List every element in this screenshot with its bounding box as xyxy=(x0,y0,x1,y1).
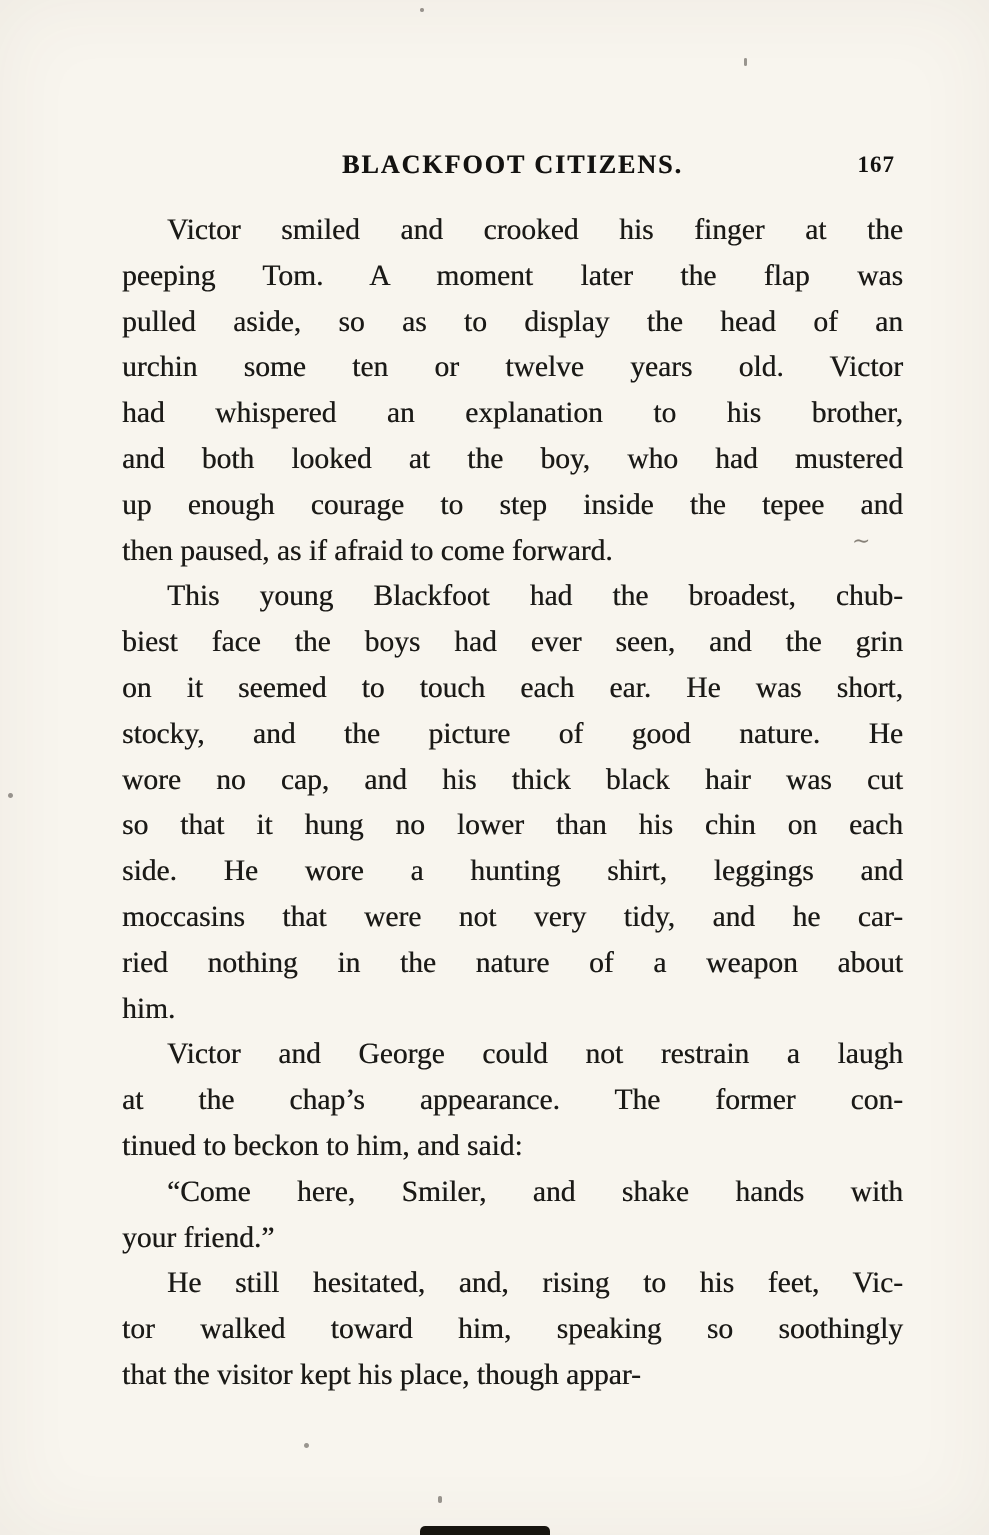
text-line: up enough courage to step inside the tepee and xyxy=(122,488,903,521)
paragraph xyxy=(122,1032,903,1169)
text-line: peeping Tom. A moment later the flap was xyxy=(122,259,903,292)
text-line: He still hesitated, and, rising to his feet, Vic- xyxy=(167,1267,903,1300)
text-line: tor walked toward him, speaking so soothingly xyxy=(122,1313,903,1346)
text-line: moccasins that were not very tidy, and he car- xyxy=(122,900,903,933)
page-text xyxy=(122,208,903,1399)
text-line: had whispered an explanation to his brother, xyxy=(122,397,903,430)
text-line: stocky, and the picture of good nature. He xyxy=(122,717,903,750)
text-line: him. xyxy=(122,992,176,1025)
text-line: at the chap’s appearance. The former con- xyxy=(122,1084,903,1117)
text-line: that the visitor kept his place, though appar- xyxy=(122,1358,641,1391)
scan-speck xyxy=(420,8,424,12)
scan-speck xyxy=(8,793,13,798)
page-number: 167 xyxy=(857,152,895,177)
text-line: so that it hung no lower than his chin on each xyxy=(122,809,903,842)
scan-speck xyxy=(304,1443,309,1448)
scan-speck xyxy=(438,1496,442,1503)
paragraph xyxy=(122,1170,903,1262)
running-header-title: BLACKFOOT CITIZENS. xyxy=(342,150,683,179)
paragraph xyxy=(122,208,903,574)
text-line: Victor and George could not restrain a laugh xyxy=(167,1038,903,1071)
text-line: “Come here, Smiler, and shake hands with xyxy=(167,1175,903,1208)
scan-speck xyxy=(744,58,747,66)
text-line: wore no cap, and his thick black hair was cut xyxy=(122,763,903,796)
text-line: then paused, as if afraid to come forward. xyxy=(122,534,613,567)
text-line: biest face the boys had ever seen, and the grin xyxy=(122,626,903,659)
text-line: on it seemed to touch each ear. He was short, xyxy=(122,671,903,704)
text-line: and both looked at the boy, who had mustered xyxy=(122,442,903,475)
paragraph xyxy=(122,1261,903,1398)
text-line: tinued to beckon to him, and said: xyxy=(122,1129,523,1162)
text-line: This young Blackfoot had the broadest, chub- xyxy=(167,580,903,613)
page-header xyxy=(122,150,903,190)
text-line: ried nothing in the nature of a weapon about xyxy=(122,946,903,979)
text-line: your friend.” xyxy=(122,1221,275,1254)
text-line: urchin some ten or twelve years old. Victor xyxy=(122,351,903,384)
text-line: pulled aside, so as to display the head of an xyxy=(122,305,903,338)
text-line: Victor smiled and crooked his finger at the xyxy=(167,214,903,246)
paragraph xyxy=(122,574,903,1032)
text-line: side. He wore a hunting shirt, leggings and xyxy=(122,855,903,888)
scan-edge-artifact xyxy=(420,1526,550,1535)
pen-squiggle-artifact: ∼ xyxy=(852,528,871,553)
